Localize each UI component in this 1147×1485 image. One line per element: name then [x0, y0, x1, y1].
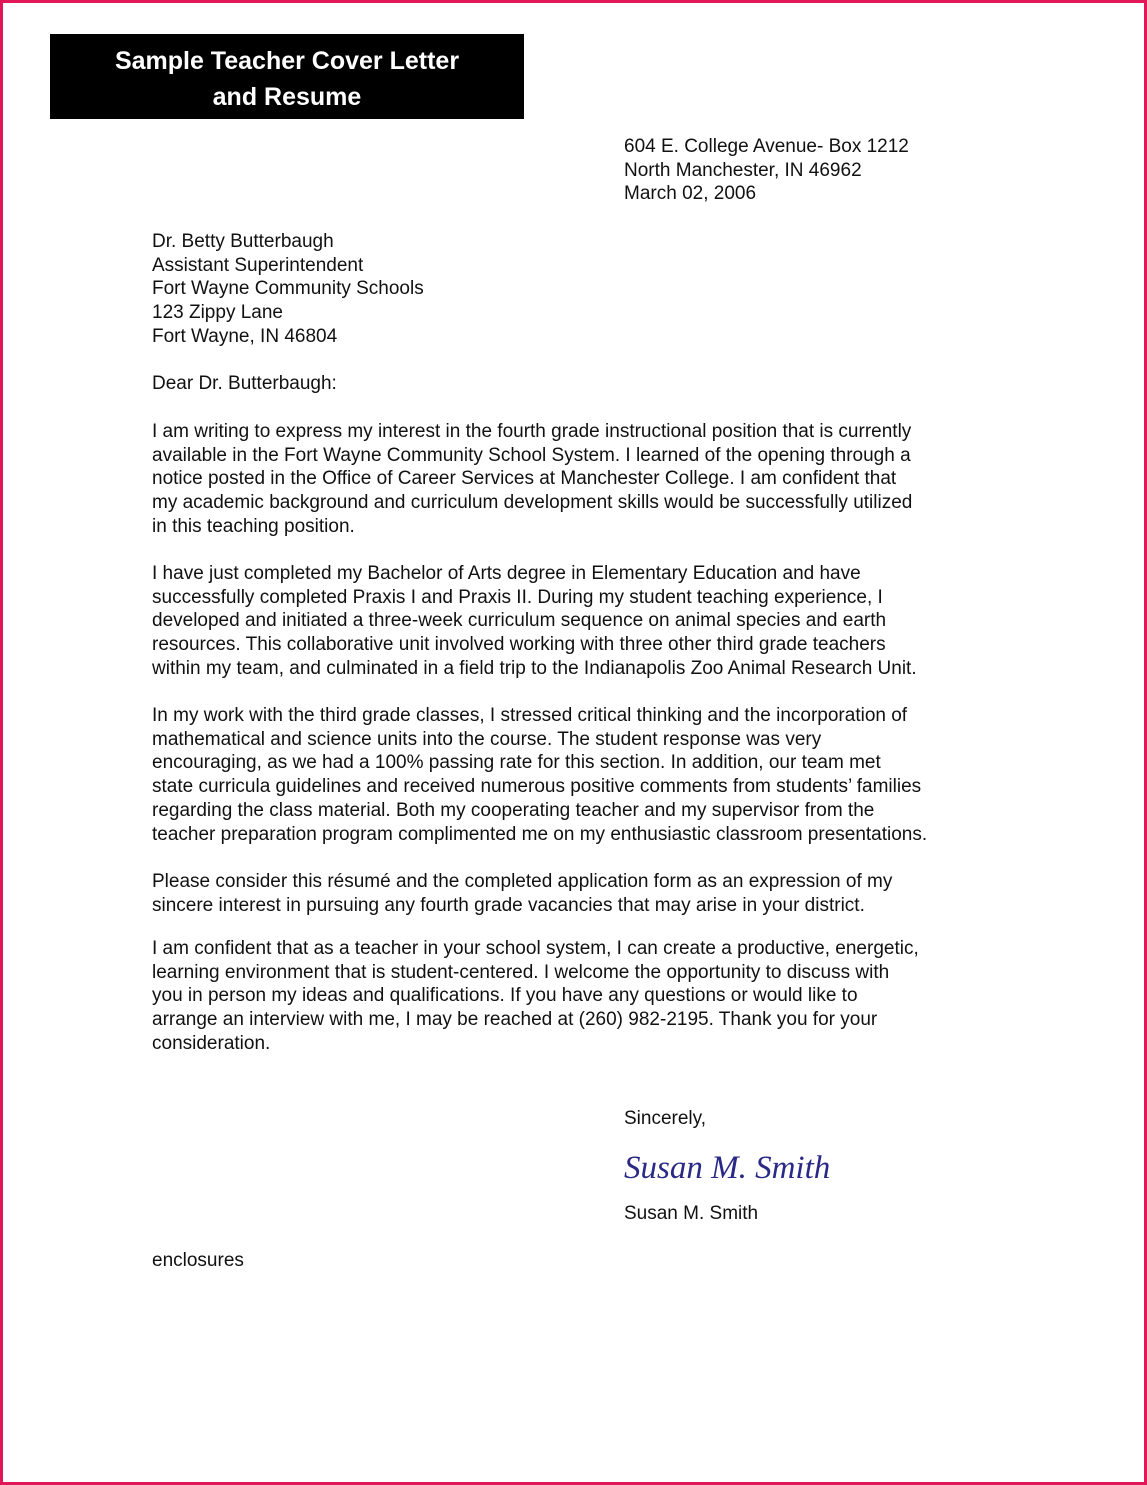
paragraph-line: I am writing to express my interest in the fourth grade instructional position that is currently [152, 421, 912, 442]
paragraph-line: In my work with the third grade classes, I stressed critical thinking and the incorporation of [152, 705, 908, 726]
paragraph-line: you in person my ideas and qualifications. If you have any questions or would like to [152, 985, 858, 1007]
printed-name: Susan M. Smith [624, 1203, 759, 1224]
paragraph-line: I am confident that as a teacher in your school system, I can create a productive, energetic, [152, 938, 919, 959]
recipient-name: Dr. Betty Butterbaugh [152, 231, 334, 252]
paragraph-line: developed and initiated a three-week curriculum sequence on animal species and earth [152, 610, 887, 632]
sender-address-line-2: North Manchester, IN 46962 [624, 159, 862, 181]
paragraph-line: my academic background and curriculum development skills would be successfully utilized [152, 492, 913, 514]
paragraph-line: sincere interest in pursuing any fourth grade vacancies that may arise in your district. [152, 894, 865, 916]
paragraph-line: teacher preparation program complimented me on my enthusiastic classroom presentations. [152, 823, 928, 845]
handwritten-signature: Susan M. Smith [624, 1150, 831, 1186]
paragraph-line: I have just completed my Bachelor of Arts degree in Elementary Education and have [152, 563, 861, 584]
paragraph-line: encouraging, as we had a 100% passing rate for this section. In addition, our team met [152, 752, 881, 774]
paragraph-line: available in the Fort Wayne Community School System. I learned of the opening through a [152, 444, 911, 466]
body-paragraph-4 [152, 870, 892, 917]
paragraph-line: notice posted in the Office of Career Services at Manchester College. I am confident that [152, 468, 897, 490]
title-line-1: Sample Teacher Cover Letter [114, 47, 460, 75]
paragraph-line: arrange an interview with me, I may be reached at (260) 982-2195. Thank you for your [152, 1009, 878, 1031]
recipient-address-block [152, 230, 424, 349]
body-paragraph-5 [152, 937, 919, 1056]
title-line-2: and Resume [212, 83, 362, 111]
paragraph-line: in this teaching position. [152, 515, 355, 537]
paragraph-line: consideration. [152, 1032, 271, 1054]
enclosures-note: enclosures [152, 1250, 244, 1271]
paragraph-line: mathematical and science units into the course. The student response was very [152, 728, 822, 750]
body-paragraph-1 [152, 420, 912, 539]
paragraph-line: Please consider this résumé and the completed application form as an expression of my [152, 871, 893, 892]
paragraph-line: learning environment that is student-centered. I welcome the opportunity to discuss with [152, 961, 890, 983]
recipient-street: 123 Zippy Lane [152, 302, 283, 324]
recipient-organization: Fort Wayne Community Schools [152, 278, 424, 300]
paragraph-line: within my team, and culminated in a field trip to the Indianapolis Zoo Animal Research Unit. [152, 657, 917, 679]
recipient-title: Assistant Superintendent [152, 254, 364, 276]
sender-address-line-1: 604 E. College Avenue- Box 1212 [624, 136, 909, 157]
salutation: Dear Dr. Butterbaugh: [152, 373, 337, 394]
paragraph-line: successfully completed Praxis I and Praxis II. During my student teaching experience, I [152, 586, 883, 608]
recipient-city: Fort Wayne, IN 46804 [152, 325, 338, 347]
title-banner [50, 34, 524, 119]
paragraph-line: state curricula guidelines and received numerous positive comments from students’ families [152, 776, 922, 798]
paragraph-line: resources. This collaborative unit involved working with three other third grade teachers [152, 634, 886, 656]
body-paragraph-2 [152, 562, 917, 681]
letter-date: March 02, 2006 [624, 183, 757, 205]
paragraph-line: regarding the class material. Both my cooperating teacher and my supervisor from the [152, 799, 875, 821]
sender-address-block [624, 135, 909, 206]
closing: Sincerely, [624, 1108, 707, 1129]
body-paragraph-3 [152, 704, 927, 846]
